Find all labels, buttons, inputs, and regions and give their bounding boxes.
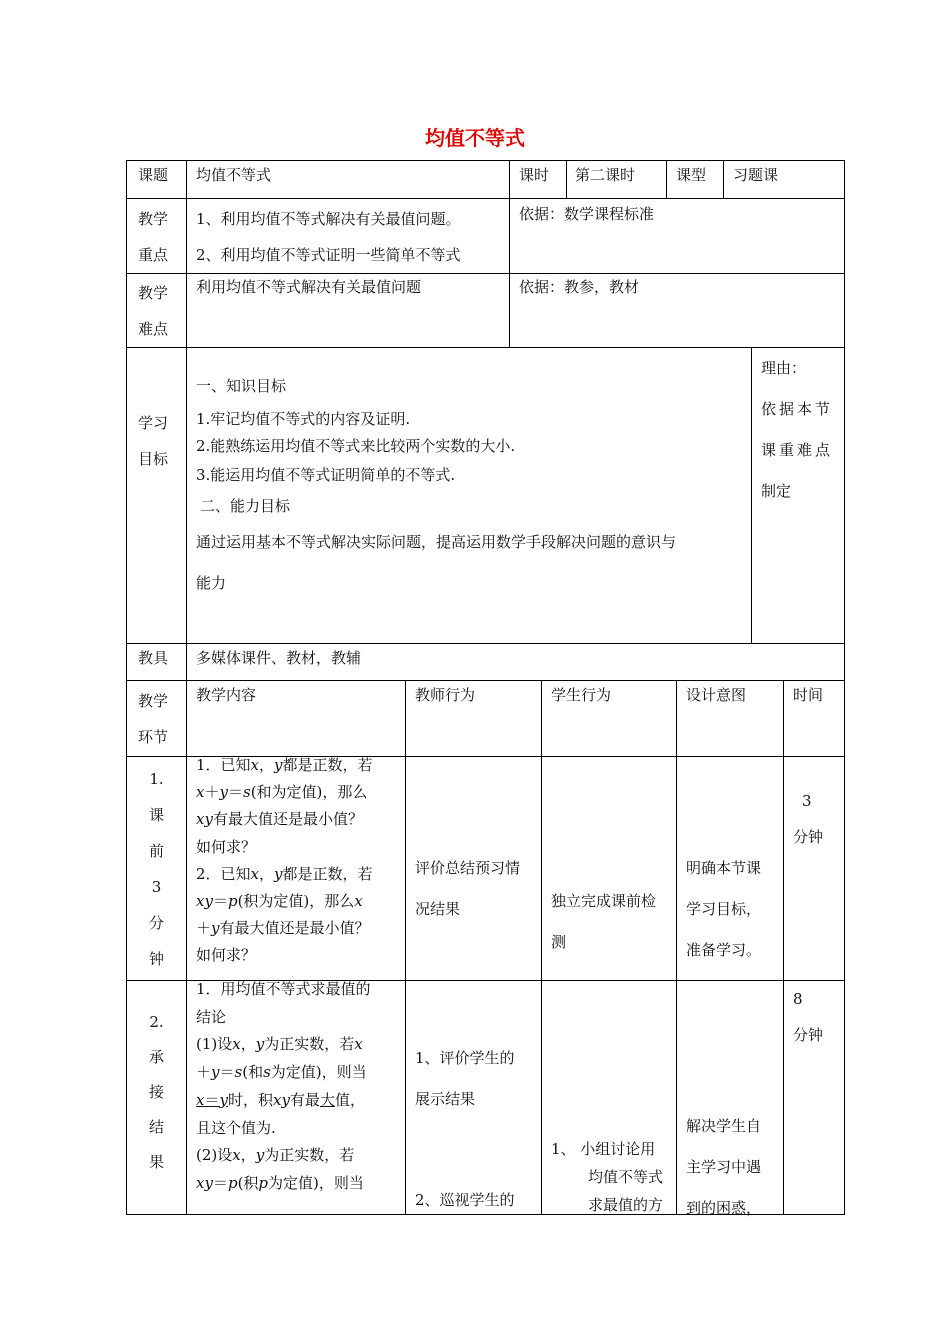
header-time: 时间	[793, 686, 824, 704]
tools-label: 教具	[138, 649, 169, 667]
knowledge-goal-2: 2.能熟练运用均值不等式来比较两个实数的大小.	[196, 437, 516, 455]
tools-value: 多媒体课件、教材，教辅	[196, 649, 362, 667]
topic-value: 均值不等式	[196, 166, 272, 184]
goals-label: 学习 目标	[138, 414, 169, 468]
page-title: 均值不等式	[425, 126, 525, 150]
knowledge-goal-1: 1.牢记均值不等式的内容及证明.	[196, 410, 411, 428]
stage2-design: 解决学生自 主学习中遇 到的困惑，	[686, 1117, 762, 1217]
stage1-label: 1. 课 前 3 分 钟	[148, 770, 164, 968]
ability-goal-heading: 二、能力目标	[200, 497, 291, 515]
knowledge-goal-heading: 一、知识目标	[196, 377, 287, 395]
stage2-time: 8 分钟	[793, 990, 824, 1044]
header-student: 学生行为	[551, 686, 612, 704]
ability-goal-text: 通过运用基本不等式解决实际问题，提高运用数学手段解决问题的意识与	[196, 533, 677, 551]
ability-goal-text-2: 能力	[196, 574, 227, 592]
goals-reason: 理由： 依据本节 课重难点 制定	[761, 359, 834, 500]
lesson-plan-table	[126, 160, 845, 1215]
header-teacher: 教师行为	[415, 686, 476, 704]
difficulty-basis: 依据：教参，教材	[519, 278, 640, 296]
header-stage: 教学 环节	[138, 692, 169, 746]
focus-items: 1、利用均值不等式解决有关最值问题。 2、利用均值不等式证明一些简单不等式	[196, 210, 461, 264]
stage2-label: 2. 承 接 结 果	[148, 1013, 164, 1171]
lesson-type-label: 课型	[676, 166, 707, 184]
stage1-student: 独立完成课前检 测	[551, 892, 657, 951]
stage2-content: 1．用均值不等式求最值的 结论 (1)设x，y为正实数，若x ＋y＝s(和s为定值)，则当 x＝y时，积xy有最大值， 且这个值为. (2)设x，y为正实数，若 xy＝p(积p为定值)，则当	[196, 980, 371, 1192]
stage1-teacher: 评价总结预习情 况结果	[415, 859, 521, 918]
focus-basis: 依据：数学课程标准	[519, 205, 655, 223]
difficulty-item: 利用均值不等式解决有关最值问题	[196, 278, 422, 296]
period-label: 课时	[519, 166, 550, 184]
stage1-design: 明确本节课 学习目标， 准备学习。	[686, 859, 762, 959]
header-content: 教学内容	[196, 686, 257, 704]
header-design: 设计意图	[686, 686, 747, 704]
stage1-time: 3 分钟	[793, 792, 824, 846]
stage2-student: 1、 小组讨论用 均值不等式 求最值的方	[551, 1140, 664, 1214]
topic-label: 课题	[138, 166, 169, 184]
stage1-content: 1．已知x，y都是正数，若 x＋y＝s(和为定值)，那么 xy有最大值还是最小值？ 如何求？ 2．已知x，y都是正数，若 xy＝p(积为定值)，那么x ＋y有最大值还是最小值？ 如何求？	[196, 756, 373, 965]
period-value: 第二课时	[575, 166, 636, 184]
difficulty-label: 教学 难点	[138, 284, 169, 338]
stage2-teacher: 1、评价学生的 展示结果 2、巡视学生的	[415, 1049, 515, 1209]
focus-label: 教学 重点	[138, 210, 169, 264]
lesson-type-value: 习题课	[733, 166, 779, 184]
knowledge-goal-3: 3.能运用均值不等式证明简单的不等式.	[196, 466, 456, 484]
